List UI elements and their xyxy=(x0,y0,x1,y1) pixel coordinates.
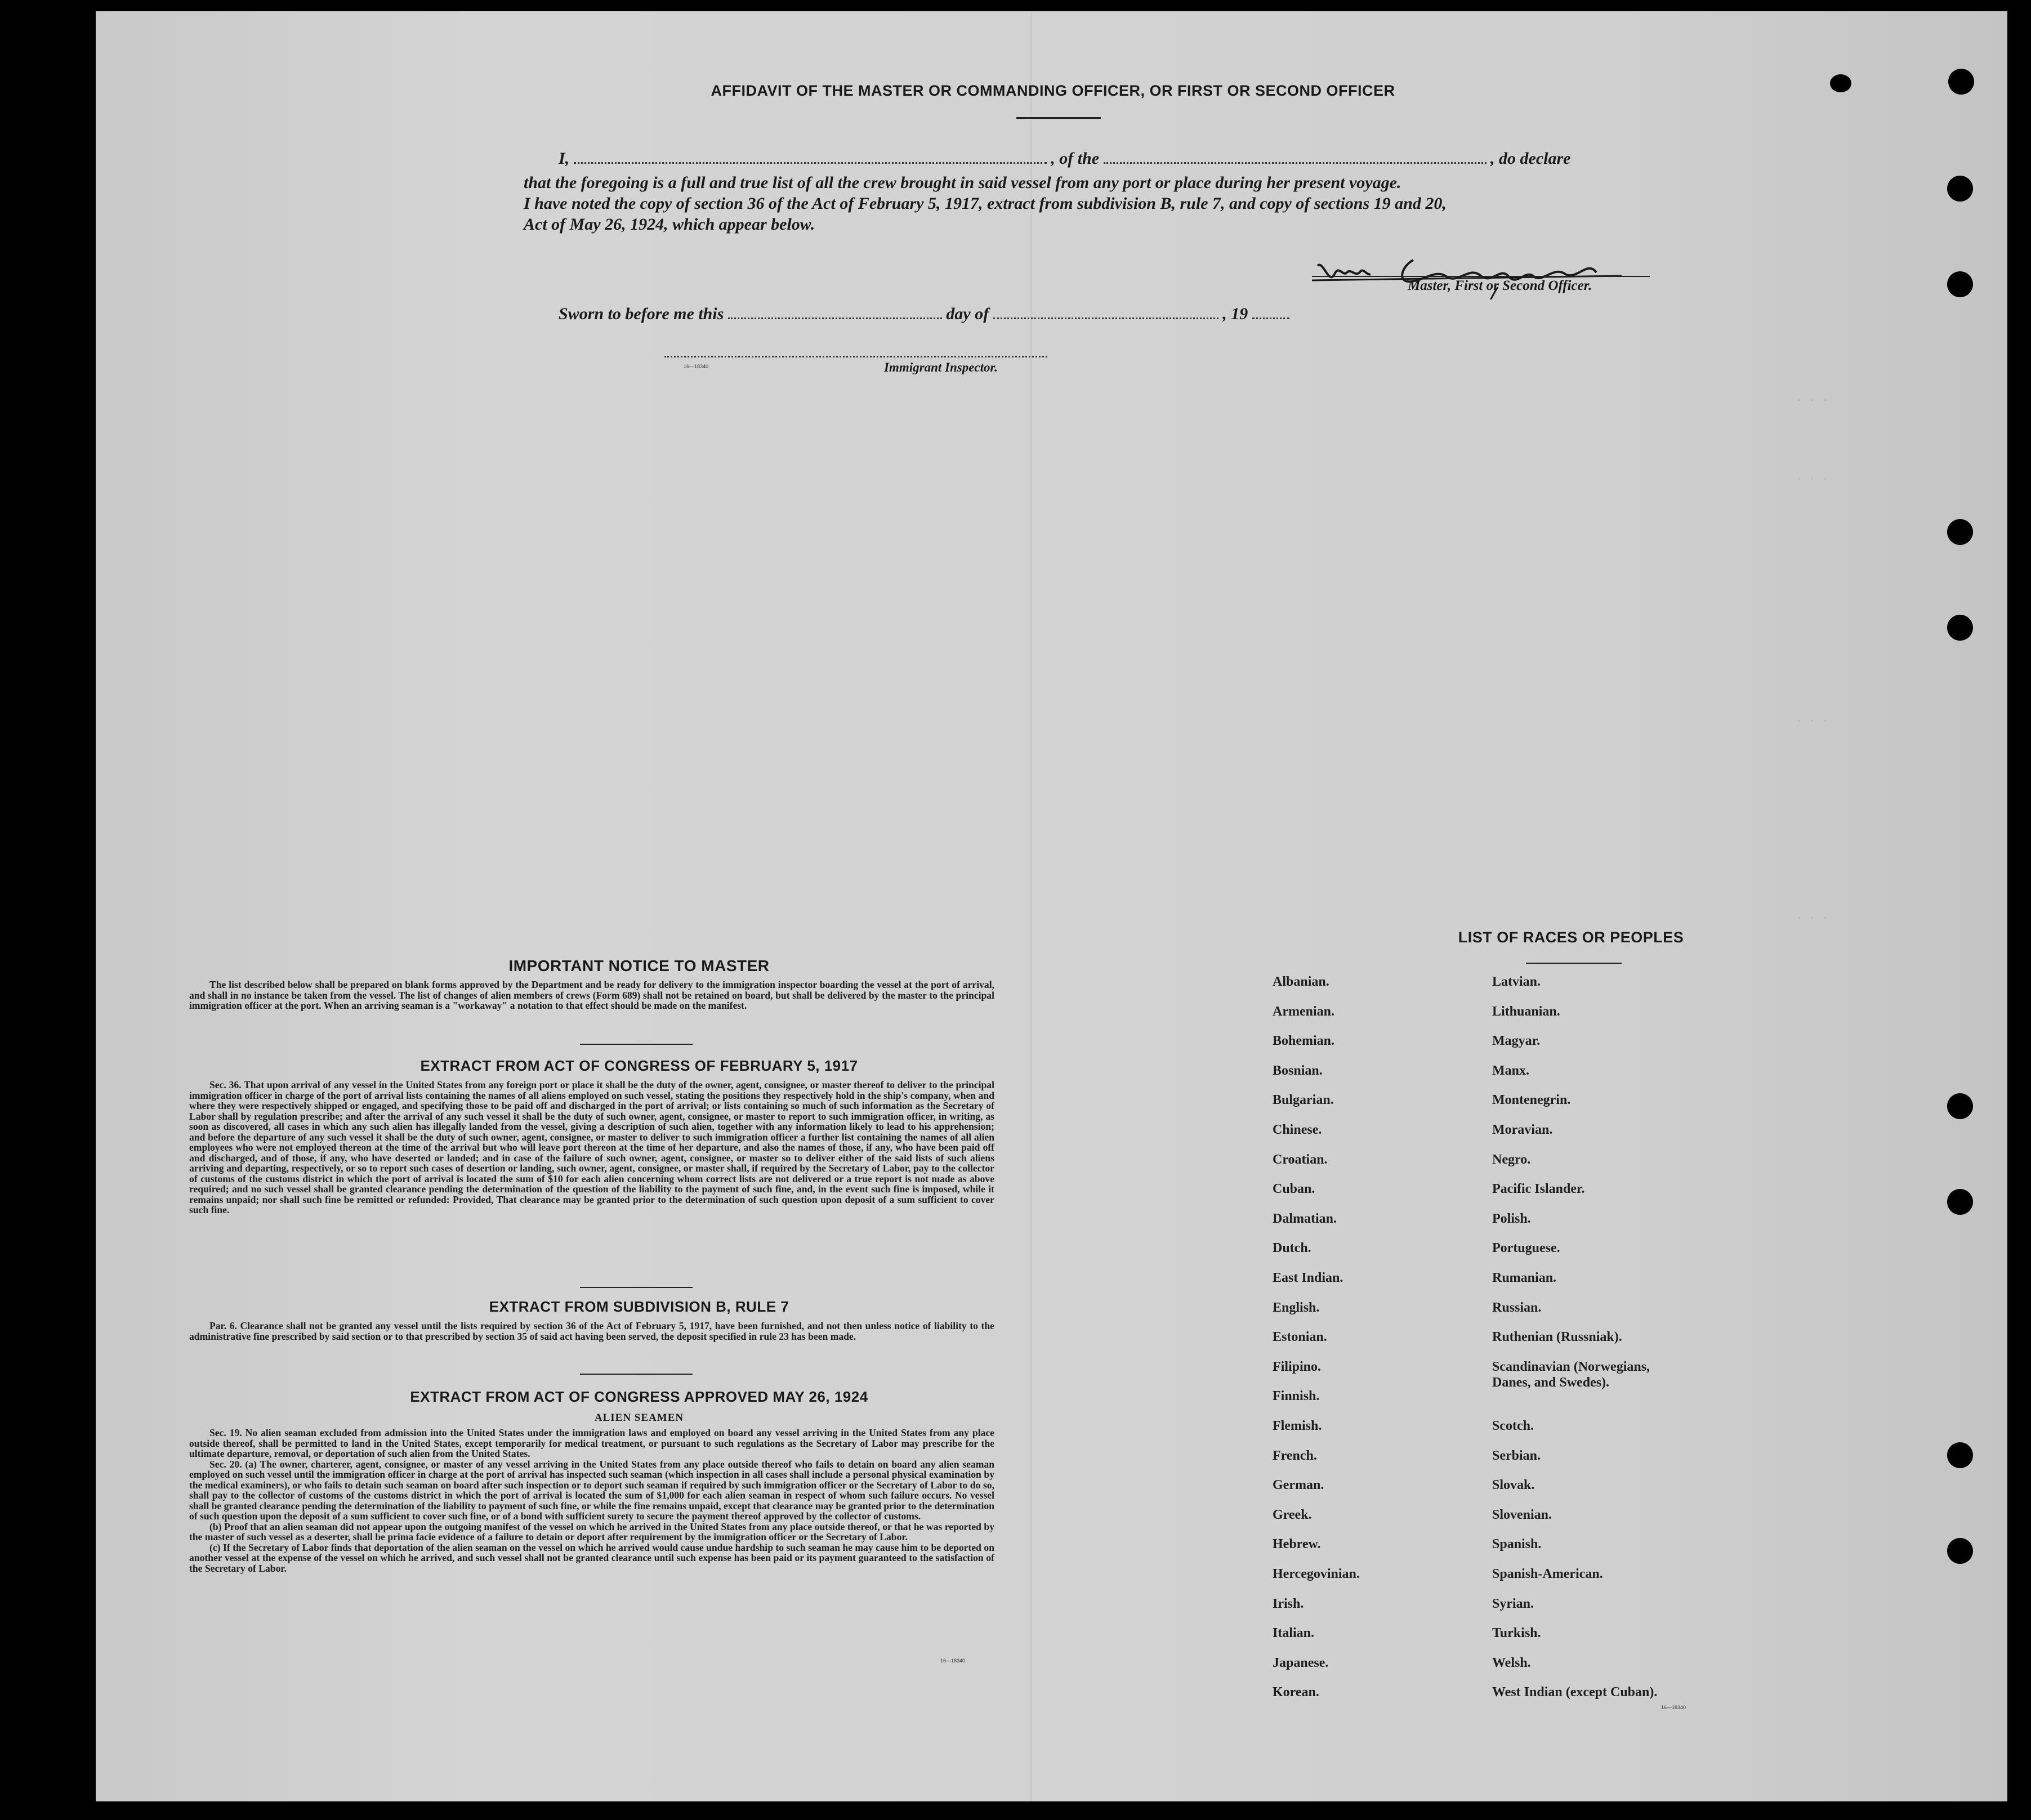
punch-hole xyxy=(1947,1093,1973,1119)
race-item: Greek. xyxy=(1273,1507,1312,1522)
name-blank[interactable] xyxy=(574,147,1047,164)
race-item: Filipino. xyxy=(1273,1359,1322,1374)
notice-title: IMPORTANT NOTICE TO MASTER xyxy=(508,957,770,974)
races-title-rule xyxy=(1526,963,1622,964)
section-rule xyxy=(580,1287,693,1288)
races-title: LIST OF RACES OR PEOPLES xyxy=(1458,929,1684,946)
race-item: English. xyxy=(1273,1300,1320,1315)
declaration-line-4: Act of May 26, 1924, which appear below. xyxy=(524,215,815,234)
race-item: East Indian. xyxy=(1273,1271,1343,1285)
bleed-through-marks: · · · xyxy=(1796,473,1829,485)
punch-hole xyxy=(1947,176,1973,202)
race-item: Armenian. xyxy=(1273,1004,1334,1019)
race-item: Polish. xyxy=(1492,1211,1531,1226)
punch-hole xyxy=(1947,519,1973,545)
race-item: Dalmatian. xyxy=(1273,1211,1337,1226)
punch-hole xyxy=(1947,1442,1973,1468)
title-rule xyxy=(1016,117,1101,119)
page-fold xyxy=(1030,11,1032,1801)
races-column-2 xyxy=(1492,974,1785,1706)
sec-19-paragraph: Sec. 19. No alien seaman excluded from admission into the United States under the immigration laws and employed on board any vessel arriving in the United States from any place outside thereof, shall be permitted to land in the United States, except temporarily for medical treatment, or pursuant to such regulations as the Secretary of Labor may prescribe for the ultimate departure, removal, or deportation of such alien from the United States. xyxy=(189,1427,994,1459)
race-item: Syrian. xyxy=(1492,1596,1534,1611)
bleed-through-marks: · · · xyxy=(1796,912,1829,924)
race-item: Lithuanian. xyxy=(1492,1004,1560,1019)
race-item: Scotch. xyxy=(1492,1419,1534,1433)
race-item: Scandinavian (Norwegians, Danes, and Swedes). xyxy=(1492,1359,1650,1390)
race-item: Estonian. xyxy=(1273,1330,1327,1345)
race-item: Bosnian. xyxy=(1273,1063,1323,1078)
year-label: , 19 xyxy=(1222,305,1248,323)
race-item: Slovenian. xyxy=(1492,1507,1552,1522)
sworn-line xyxy=(559,303,1289,324)
affidavit-form-number: 16—18340 xyxy=(684,364,709,369)
race-item: Pacific Islander. xyxy=(1492,1182,1585,1197)
race-item: Serbian. xyxy=(1492,1448,1541,1463)
declaration-line-1 xyxy=(559,147,1685,168)
races-column-1 xyxy=(1273,974,1475,1706)
race-item: Chinese. xyxy=(1273,1123,1322,1137)
race-item: German. xyxy=(1273,1478,1324,1493)
signature-caption: Master, First or Second Officer. xyxy=(1408,278,1592,293)
race-item: Rumanian. xyxy=(1492,1271,1557,1285)
race-item: Bohemian. xyxy=(1273,1034,1335,1049)
race-item: Cuban. xyxy=(1273,1182,1315,1197)
notice-text xyxy=(189,980,994,1011)
declaration-line-3: I have noted the copy of section 36 of the Act of February 5, 1917, extract from subdivision B, rule 7, and copy of sections 19 and 20, xyxy=(524,194,1447,213)
race-item: Russian. xyxy=(1492,1300,1542,1315)
race-item: Portuguese. xyxy=(1492,1241,1560,1256)
declaration-line-2: that the foregoing is a full and true list of all the crew brought in said vessel from any port or place during her present voyage. xyxy=(524,173,1401,192)
race-item: West Indian (except Cuban). xyxy=(1492,1685,1658,1700)
notice-paragraph: The list described below shall be prepared on blank forms approved by the Department and be ready for delivery to the immigration inspector boarding the vessel at the port of arrival, and shall in no instance be taken from the vessel. The list of changes of alien members of crews (Form 689) shall not be retained on board, but shall be delivered by the master to the principal immigration officer at the port. When an arriving seaman is a "workaway" a notation to that effect should be made on the manifest. xyxy=(189,979,994,1011)
bleed-through-marks: · · · xyxy=(1796,715,1829,727)
race-item: Dutch. xyxy=(1273,1241,1311,1256)
sworn-day-blank[interactable] xyxy=(728,303,942,319)
race-item: Croatian. xyxy=(1273,1152,1328,1167)
inspector-caption: Immigrant Inspector. xyxy=(884,360,998,374)
section-rule xyxy=(580,1374,693,1375)
races-form-number: 16—18340 xyxy=(1661,1705,1686,1710)
race-item: Hercegovinian. xyxy=(1273,1567,1360,1581)
race-item: Montenegrin. xyxy=(1492,1093,1571,1108)
race-item: Italian. xyxy=(1273,1626,1315,1641)
extract-1924-text xyxy=(189,1428,994,1573)
document-page xyxy=(96,11,2007,1801)
race-item: Korean. xyxy=(1273,1685,1319,1700)
vessel-blank[interactable] xyxy=(1104,147,1487,164)
inspector-signature-line xyxy=(664,356,1047,357)
race-item: Ruthenian (Russniak). xyxy=(1492,1330,1622,1345)
alien-seamen-subtitle: ALIEN SEAMEN xyxy=(594,1412,684,1424)
race-item: Hebrew. xyxy=(1273,1537,1321,1552)
rule-7-title: EXTRACT FROM SUBDIVISION B, RULE 7 xyxy=(489,1298,789,1315)
sec-20b-paragraph: (b) Proof that an alien seaman did not appear upon the outgoing manifest of the vessel on which he arrived in the United States from any place outside thereof, or that he was reported by the master of such vessel as a deserter, shall be prima facie evidence of a failure to detain or deport after requirement by the immigration officer or the Secretary of Labor. xyxy=(189,1521,994,1542)
race-item: Negro. xyxy=(1492,1152,1531,1167)
race-item: Japanese. xyxy=(1273,1655,1329,1670)
section-rule xyxy=(580,1044,693,1045)
punch-hole xyxy=(1947,615,1973,641)
punch-hole xyxy=(1947,271,1973,297)
race-item: Finnish. xyxy=(1273,1389,1320,1404)
i-label: I, xyxy=(559,149,570,168)
race-item: Welsh. xyxy=(1492,1655,1531,1670)
race-item: French. xyxy=(1273,1448,1317,1463)
rule-7-text xyxy=(189,1321,994,1341)
sworn-label: Sworn to before me this xyxy=(559,305,724,323)
sec-36-paragraph: Sec. 36. That upon arrival of any vessel in the United States from any foreign port or place it shall be the duty of the owner, agent, consignee, or master thereof to deliver to the principal immigration officer in charge of the port of arrival lists containing the names of all aliens employed on such vessel, stating the positions they respectively hold in the ship's company, when and where they were respectively shipped or engaged, and specifying those to be paid off and discharged in the port of arrival; or lists containing so much of such information as the Secretary of Labor shall by regulation prescribe; and after the arrival of any such vessel it shall be the duty of such owner, agent, consignee, or master to report to such immigration officer, in writing, as soon as discovered, all cases in which any such alien has illegally landed from the vessel, giving a description of such alien, together with any information likely to lead to his apprehension; and before the departure of any such vessel it shall be the duty of such owner, agent, consignee, or master to deliver to such immigration officer a further list containing the names of all alien employees who were not employed thereon at the time of the arrival but who will leave port thereon at the time of her departure, and also the names of those, if any, who have been paid off and discharged, and of those, if any, who have deserted or landed; and in case of the failure of such owner, agent, consignee, or master so to deliver either of the said lists of such aliens arriving and departing, respectively, or so to report such cases of desertion or landing, such owner, agent, consignee, or master shall, if required by the Secretary of Labor, pay to the collector of customs of the customs district in which the port of arrival is located the sum of $10 for each alien concerning whom correct lists are not delivered or a true report is not made as above required; and no such vessel shall be granted clearance pending the determination of the question of the liability to the payment of such fine, and, in the event such fine is imposed, while it remains unpaid; nor shall such fine be remitted or refunded: Provided, That clearance may be granted prior to the determination of such question upon deposit of a sum sufficient to cover such fine. xyxy=(189,1079,994,1215)
affidavit-title: AFFIDAVIT OF THE MASTER OR COMMANDING OFFICER, OR FIRST OR SECOND OFFICER xyxy=(711,82,1395,99)
do-declare-label: , do declare xyxy=(1490,149,1571,168)
race-item: Flemish. xyxy=(1273,1419,1322,1433)
sworn-month-blank[interactable] xyxy=(993,303,1218,319)
punch-hole xyxy=(1830,74,1851,92)
punch-hole xyxy=(1948,69,1974,95)
race-item: Manx. xyxy=(1492,1063,1529,1078)
bleed-through-marks: · · · xyxy=(1796,394,1829,406)
race-item: Spanish-American. xyxy=(1492,1567,1603,1581)
extract-1917-title: EXTRACT FROM ACT OF CONGRESS OF FEBRUARY 5, 1917 xyxy=(420,1057,858,1074)
sec-20a-paragraph: Sec. 20. (a) The owner, charterer, agent, consignee, or master of any vessel arriving in the United States from any place outside thereof who fails to detain on board any alien seaman employed on such vessel until the immigration officer in charge at the port of arrival has inspected such seaman (which inspection in all cases shall include a personal physical examination by the medical examiners), or who fails to detain such seaman on board after such inspection or to deport such seaman if required by such immigration officer or the Secretary of Labor to do so, shall pay to the collector of customs of the customs district in which the port of arrival is located the sum of $1,000 for each alien seaman in respect of whom such failure occurs. No vessel shall be granted clearance pending the determination of the liability to payment of such fine, or while the fine remains unpaid, except that clearance may be granted prior to the determination of such question upon the deposit of a sum sufficient to cover such fine, or of a bond with sufficient surety to secure the payment thereof approved by the collector of customs. xyxy=(189,1458,994,1522)
punch-hole xyxy=(1947,1189,1973,1215)
race-item: Spanish. xyxy=(1492,1537,1542,1552)
of-the-label: , of the xyxy=(1051,149,1100,168)
race-item: Moravian. xyxy=(1492,1123,1553,1137)
race-item: Magyar. xyxy=(1492,1034,1541,1049)
race-item: Bulgarian. xyxy=(1273,1093,1334,1108)
extract-form-number: 16—18340 xyxy=(940,1658,966,1664)
signature-line xyxy=(1312,276,1650,277)
punch-hole xyxy=(1947,1538,1973,1564)
race-item: Albanian. xyxy=(1273,974,1329,989)
race-item: Irish. xyxy=(1273,1596,1304,1611)
race-item: Latvian. xyxy=(1492,974,1541,989)
day-of-label: day of xyxy=(946,305,989,323)
race-item: Turkish. xyxy=(1492,1626,1541,1641)
par-6-paragraph: Par. 6. Clearance shall not be granted any vessel until the lists required by section 36 of the Act of February 5, 1917, have been furnished, and not then unless notice of liability to the administrative fine prescribed by said section or to that prescribed by section 35 of said act having been served, the deposit specified in rule 23 has been made. xyxy=(189,1320,994,1342)
extract-1924-title: EXTRACT FROM ACT OF CONGRESS APPROVED MAY 26, 1924 xyxy=(410,1388,868,1405)
race-item: Slovak. xyxy=(1492,1478,1535,1493)
sec-20c-paragraph: (c) If the Secretary of Labor finds that deportation of the alien seaman on the vessel on which he arrived would cause undue hardship to such seaman he may cause him to be deported on another vessel at the expense of the vessel on which he arrived, and such vessel shall not be granted clearance until such expense has been paid or its payment guaranteed to the satisfaction of the Secretary of Labor. xyxy=(189,1541,994,1574)
sworn-year-blank[interactable] xyxy=(1252,303,1289,319)
extract-1917-text xyxy=(189,1080,994,1215)
